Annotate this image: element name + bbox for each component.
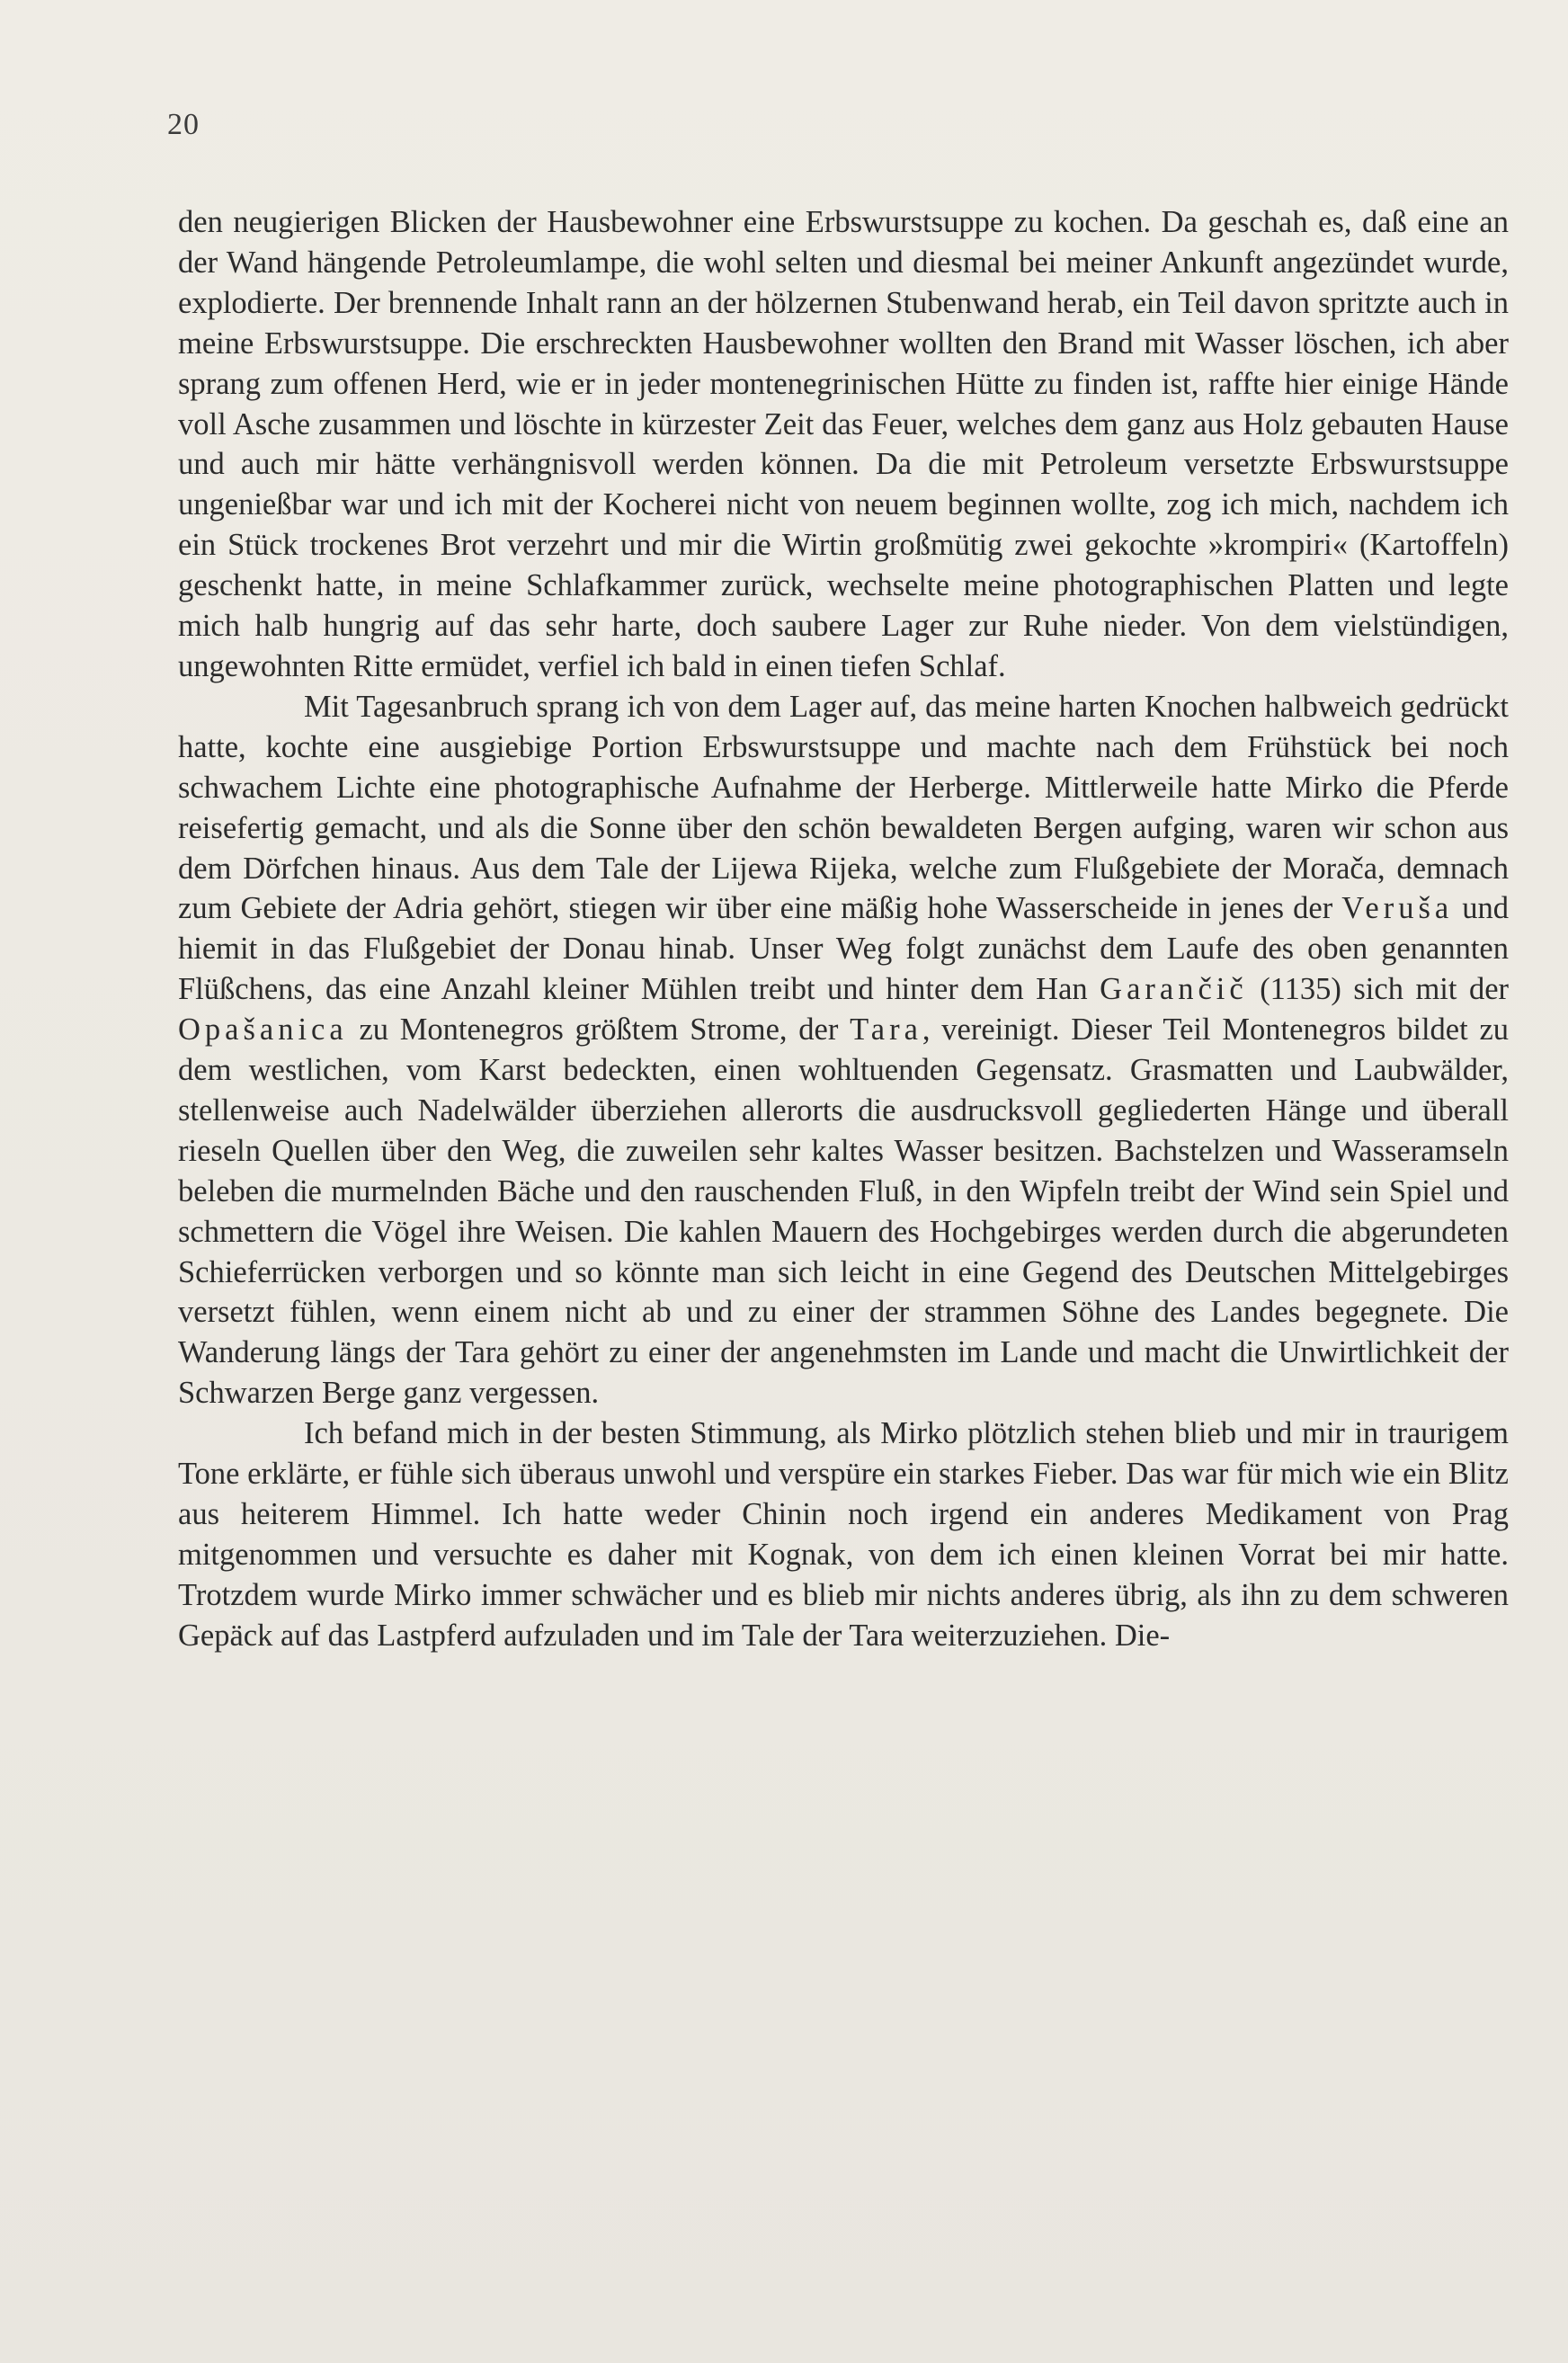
paragraph-2-part-5: , vereinigt. Dieser Teil Montenegros bildet zu dem westlichen, vom Karst bedeckten, einen wohltuenden Gegensatz. Grasmatten und Laubwälder, stellenweise auch Nadelwälder überziehen allerorts die ausdrucksvoll gegliederten Hänge und überall rieseln Quellen über den Weg, die zuweilen sehr kaltes Wasser besitzen. Bachstelzen und Wasseramseln beleben die murmelnden Bäche und den rauschenden Fluß, in den Wipfeln treibt der Wind sein Spiel und schmettern die Vögel ihre Weisen. Die kahlen Mauern des Hochgebirges werden durch die abgerundeten Schieferrücken verborgen und so könnte man sich leicht in eine Gegend des Deutschen Mittelgebirges versetzt fühlen, wenn einem nicht ab und zu einer der strammen Söhne des Landes begegnete. Die Wanderung längs der Tara gehört zu einer der angenehmsten im Lande und macht die Unwirtlichkeit der Schwarzen Berge ganz vergessen. <box>178 1012 1510 1411</box>
paragraph-2-part-2: und hiemit in das Flußgebiet der Donau hinab. Unser Weg folgt zunächst dem Laufe des oben genannten Flüßchens, das eine Anzahl kleiner Mühlen treibt und hinter dem Han <box>178 891 1510 1007</box>
paragraph-3: Ich befand mich in der besten Stimmung, als Mirko plötzlich stehen blieb und mir in traurigem Tone erklärte, er fühle sich überaus unwohl und verspüre ein starkes Fieber. Das war für mich wie ein Blitz aus heiterem Himmel. Ich hatte weder Chinin noch irgend ein anderes Medikament von Prag mitgenommen und versuchte es daher mit Kognak, von dem ich einen kleinen Vorrat bei mir hatte. Trotzdem wurde Mirko immer schwächer und es blieb mir nichts anderes übrig, als ihn zu dem schweren Gepäck auf das Lastpferd aufzuladen und im Tale der Tara weiterzuziehen. Die- <box>178 1416 1509 1653</box>
paragraph-2 <box>178 687 1509 1413</box>
place-name-garancic: Garančič <box>1100 972 1248 1007</box>
paragraph-1: den neugierigen Blicken der Hausbewohner eine Erbswurstsuppe zu kochen. Da geschah es, daß eine an der Wand hängende Petroleumlampe, die wohl selten und diesmal bei meiner Ankunft angezündet wurde, explodierte. Der brennende Inhalt rann an der hölzernen Stubenwand herab, ein Teil davon spritzte auch in meine Erbswurstsuppe. Die erschreckten Hausbewohner wollten den Brand mit Wasser löschen, ich aber sprang zum offenen Herd, wie er in jeder montenegrinischen Hütte zu finden ist, raffte hier einige Hände voll Asche zusammen und löschte in kürzester Zeit das Feuer, welches dem ganz aus Holz gebauten Hause und auch mir hätte verhängnisvoll werden können. Da die mit Petroleum versetzte Erbswurstsuppe ungenießbar war und ich mit der Kocherei nicht von neuem beginnen wollte, zog ich mich, nachdem ich ein Stück trockenes Brot verzehrt und mir die Wirtin großmütig zwei gekochte »krompiri« (Kartoffeln) geschenkt hatte, in meine Schlafkammer zurück, wechselte meine photographischen Platten und legte mich halb hungrig auf das sehr harte, doch saubere Lager zur Ruhe nieder. Von dem vielstündigen, ungewohnten Ritte ermüdet, verfiel ich bald in einen tiefen Schlaf. <box>178 205 1509 683</box>
place-name-verusa: Veruša <box>1341 891 1454 926</box>
place-name-opasanica: Opašanica <box>178 1012 348 1048</box>
paragraph-2-part-3: (1135) sich mit der <box>1260 972 1510 1007</box>
paragraph-2-part-1: Mit Tagesanbruch sprang ich von dem Lager auf, das meine harten Knochen halbweich gedrückt hatte, kochte eine ausgiebige Portion Erbswurstsuppe und machte nach dem Frühstück bei noch schwachem Lichte eine photographische Aufnahme der Herberge. Mittlerweile hatte Mirko die Pferde reisefertig gemacht, und als die Sonne über den schön bewaldeten Bergen aufging, waren wir schon aus dem Dörfchen hinaus. Aus dem Tale der Lijewa Rijeka, welche zum Flußgebiete der Morača, demnach zum Gebiete der Adria gehört, stiegen wir über eine mäßig hohe Wasserscheide in jenes der <box>178 689 1509 926</box>
place-name-tara: Tara <box>850 1012 922 1048</box>
page-number: 20 <box>167 108 200 141</box>
body-text <box>178 202 1509 1656</box>
paragraph-2-part-4: zu Montenegros größtem Strome, der <box>359 1012 839 1048</box>
